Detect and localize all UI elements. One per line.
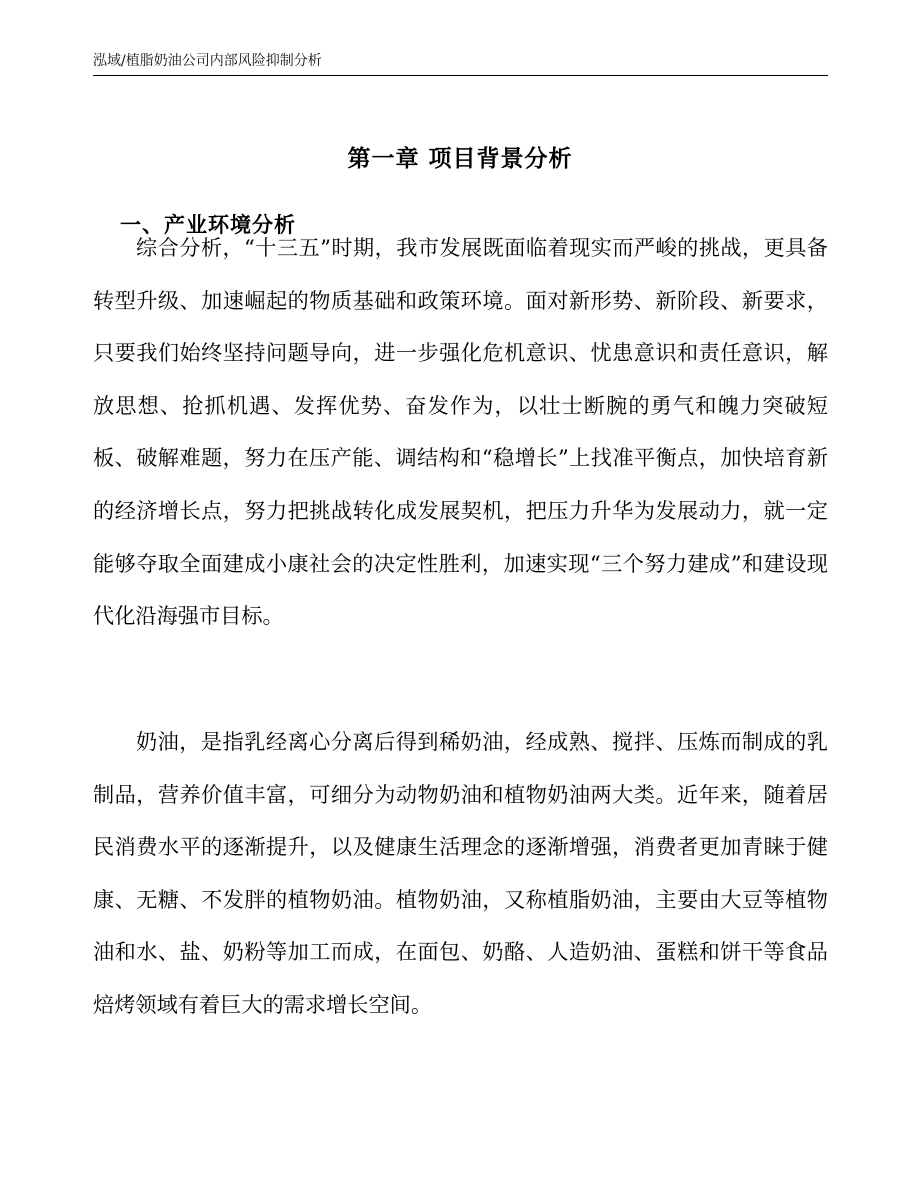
running-header: 泓域/植脂奶油公司内部风险抑制分析 <box>93 53 322 69</box>
chapter-title: 第一章 项目背景分析 <box>347 146 573 172</box>
body-paragraph-1: 综合分析，“十三五”时期，我市发展既面临着现实而严峻的挑战，更具备转型升级、加速崛起的物质基础和政策环境。面对新形势、新阶段、新要求，只要我们始终坚持问题导向，进一步强化危机意识、忧患意识和责任意识，解放思想、抢抓机遇、发挥优势、奋发作为，以壮士断腕的勇气和魄力突破短板、破解难题，努力在压产能、调结构和“稳增长”上找准平衡点，加快培育新的经济增长点，努力把挑战转化成发展契机，把压力升华为发展动力，就一定能够夺取全面建成小康社会的决定性胜利，加速实现“三个努力建成”和建设现代化沿海强市目标。 <box>93 235 828 629</box>
header-divider <box>93 75 828 76</box>
section-heading: 一、产业环境分析 <box>120 213 296 237</box>
body-paragraph-2: 奶油，是指乳经离心分离后得到稀奶油，经成熟、搅拌、压炼而制成的乳制品，营养价值丰富，可细分为动物奶油和植物奶油两大类。近年来，随着居民消费水平的逐渐提升，以及健康生活理念的逐渐增强，消费者更加青睐于健康、无糖、不发胖的植物奶油。植物奶油，又称植脂奶油，主要由大豆等植物油和水、盐、奶粉等加工而成，在面包、奶酪、人造奶油、蛋糕和饼干等食品焙烤领域有着巨大的需求增长空间。 <box>93 729 828 1017</box>
